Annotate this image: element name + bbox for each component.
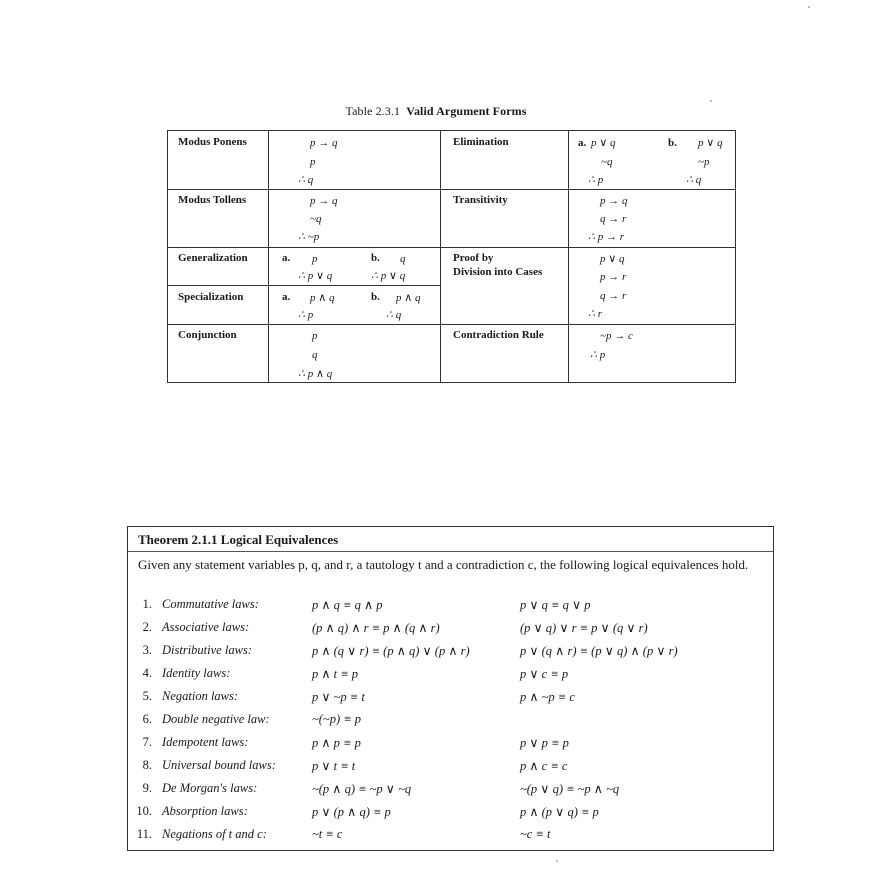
form-line: ∴ p ∨ q <box>298 270 333 282</box>
form-line: ~p <box>698 156 710 168</box>
form-line: p ∨ q <box>600 253 625 265</box>
form-line: ∴ q <box>386 309 402 321</box>
form-line: p ∧ q <box>310 292 335 304</box>
form-line: p ∨ q <box>698 137 723 149</box>
form-line: p <box>312 330 318 342</box>
law-formula-2: ~(p ∨ q) ≡ ~p ∧ ~q <box>520 782 620 796</box>
variant-marker-a: a. <box>578 137 587 149</box>
column-divider <box>568 131 569 382</box>
law-row-double-negative <box>128 712 775 734</box>
row-divider <box>168 324 440 325</box>
law-row-associative <box>128 620 775 642</box>
form-line: ∴ p <box>588 174 604 186</box>
form-label-modus-tollens: Modus Tollens <box>178 194 247 206</box>
law-name: Distributive laws: <box>162 643 252 657</box>
form-line: ∴ p ∧ q <box>298 368 333 380</box>
law-formula-1: (p ∧ q) ∧ r ≡ p ∧ (q ∧ r) <box>312 621 440 635</box>
law-formula-2: ~c ≡ t <box>520 827 551 841</box>
law-formula-1: p ∨ ~p ≡ t <box>312 690 365 704</box>
table-name: Valid Argument Forms <box>406 104 527 118</box>
form-line: p ∧ q <box>396 292 421 304</box>
form-line: ∴ q <box>686 174 702 186</box>
scan-speck <box>710 100 712 102</box>
law-number: 4. <box>142 666 152 680</box>
law-name: De Morgan's laws: <box>162 781 258 795</box>
law-formula-1: ~t ≡ c <box>312 827 343 841</box>
scan-speck <box>808 6 810 8</box>
row-divider <box>440 324 736 325</box>
form-label-elimination: Elimination <box>453 136 509 148</box>
form-line: ∴ ~p <box>298 231 320 243</box>
law-formula-2: p ∧ (p ∨ q) ≡ p <box>520 805 599 819</box>
law-formula-2: p ∨ c ≡ p <box>520 667 569 681</box>
theorem-title-rule <box>128 551 773 552</box>
law-row-identity <box>128 666 775 688</box>
table-number: Table 2.3.1 <box>345 104 401 118</box>
row-divider <box>168 285 440 286</box>
form-line: p → q <box>600 195 628 207</box>
table-title <box>0 104 872 119</box>
variant-marker-b: b. <box>668 137 677 149</box>
law-name: Double negative law: <box>162 712 270 726</box>
form-line: ∴ q <box>298 174 314 186</box>
law-name: Absorption laws: <box>162 804 248 818</box>
law-name: Identity laws: <box>162 666 231 680</box>
row-divider <box>440 189 736 190</box>
law-name: Negations of t and c: <box>162 827 267 841</box>
law-row-universal-bound <box>128 758 775 780</box>
row-divider <box>168 189 440 190</box>
form-line: ∴ p → r <box>588 231 625 243</box>
variant-marker-a: a. <box>282 291 291 303</box>
form-line: ∴ r <box>588 308 603 320</box>
law-row-idempotent <box>128 735 775 757</box>
law-row-negation <box>128 689 775 711</box>
law-formula-1: p ∧ (q ∨ r) ≡ (p ∧ q) ∨ (p ∧ r) <box>312 644 470 658</box>
law-row-commutative <box>128 597 775 619</box>
theorem-box <box>127 526 774 851</box>
form-line: p → r <box>600 271 627 283</box>
law-formula-1: ~(~p) ≡ p <box>312 712 362 726</box>
row-divider <box>440 247 736 248</box>
law-formula-1: p ∧ t ≡ p <box>312 667 359 681</box>
law-name: Associative laws: <box>162 620 250 634</box>
law-formula-2: p ∨ p ≡ p <box>520 736 569 750</box>
form-line: q <box>400 253 406 265</box>
form-line: ~q <box>601 156 613 168</box>
form-label-modus-ponens: Modus Ponens <box>178 136 247 148</box>
law-formula-2: p ∧ c ≡ c <box>520 759 568 773</box>
form-line: ∴ p <box>590 349 606 361</box>
valid-argument-forms-table <box>167 130 736 383</box>
law-name: Idempotent laws: <box>162 735 249 749</box>
form-line: ∴ p <box>298 309 314 321</box>
theorem-intro: Given any statement variables p, q, and r, a tautology t and a contradiction c, the following logical equivalences hold. <box>138 557 749 572</box>
row-divider <box>168 247 440 248</box>
form-line: q <box>312 349 318 361</box>
law-name: Universal bound laws: <box>162 758 276 772</box>
scan-speck <box>556 860 558 862</box>
law-row-distributive <box>128 643 775 665</box>
law-formula-2: p ∨ q ≡ q ∨ p <box>520 598 591 612</box>
law-formula-2: p ∨ (q ∧ r) ≡ (p ∨ q) ∧ (p ∨ r) <box>520 644 678 658</box>
law-row-absorption <box>128 804 775 826</box>
form-line: p <box>310 156 316 168</box>
law-number: 9. <box>142 781 152 795</box>
form-line: ~p → c <box>600 330 633 342</box>
law-formula-1: p ∧ q ≡ q ∧ p <box>312 598 383 612</box>
law-formula-1: p ∧ p ≡ p <box>312 736 361 750</box>
form-line: p → q <box>310 195 338 207</box>
law-formula-2: (p ∨ q) ∨ r ≡ p ∨ (q ∨ r) <box>520 621 648 635</box>
form-line: p → q <box>310 137 338 149</box>
law-row-de-morgan <box>128 781 775 803</box>
form-line: ∴ p ∨ q <box>371 270 406 282</box>
law-number: 6. <box>142 712 152 726</box>
theorem-title: Theorem 2.1.1 Logical Equivalences <box>138 532 339 547</box>
law-formula-1: p ∨ t ≡ t <box>312 759 356 773</box>
law-number: 2. <box>142 620 152 634</box>
form-label-division-into-cases: Division into Cases <box>453 266 543 278</box>
law-formula-2: p ∧ ~p ≡ c <box>520 690 575 704</box>
law-formula-1: p ∨ (p ∧ q) ≡ p <box>312 805 391 819</box>
law-row-negations-of-t-and-c <box>128 827 775 849</box>
form-label-generalization: Generalization <box>178 252 248 264</box>
law-number: 11. <box>136 827 152 841</box>
form-line: ~q <box>310 213 322 225</box>
form-label-transitivity: Transitivity <box>453 194 508 206</box>
law-number: 7. <box>142 735 152 749</box>
law-name: Commutative laws: <box>162 597 259 611</box>
variant-marker-a: a. <box>282 252 291 264</box>
law-number: 5. <box>142 689 152 703</box>
form-line: p ∨ q <box>591 137 616 149</box>
form-label-specialization: Specialization <box>178 291 244 303</box>
form-label-proof-by: Proof by <box>453 252 494 264</box>
variant-marker-b: b. <box>371 291 380 303</box>
column-divider <box>268 131 269 382</box>
form-line: p <box>312 253 318 265</box>
law-number: 1. <box>142 597 152 611</box>
form-label-contradiction-rule: Contradiction Rule <box>453 329 544 341</box>
form-label-conjunction: Conjunction <box>178 329 237 341</box>
form-line: q → r <box>600 290 627 302</box>
law-name: Negation laws: <box>162 689 239 703</box>
law-number: 3. <box>142 643 152 657</box>
law-number: 8. <box>142 758 152 772</box>
law-formula-1: ~(p ∧ q) ≡ ~p ∨ ~q <box>312 782 412 796</box>
law-number: 10. <box>136 804 152 818</box>
form-line: q → r <box>600 213 627 225</box>
column-divider <box>440 131 441 382</box>
variant-marker-b: b. <box>371 252 380 264</box>
